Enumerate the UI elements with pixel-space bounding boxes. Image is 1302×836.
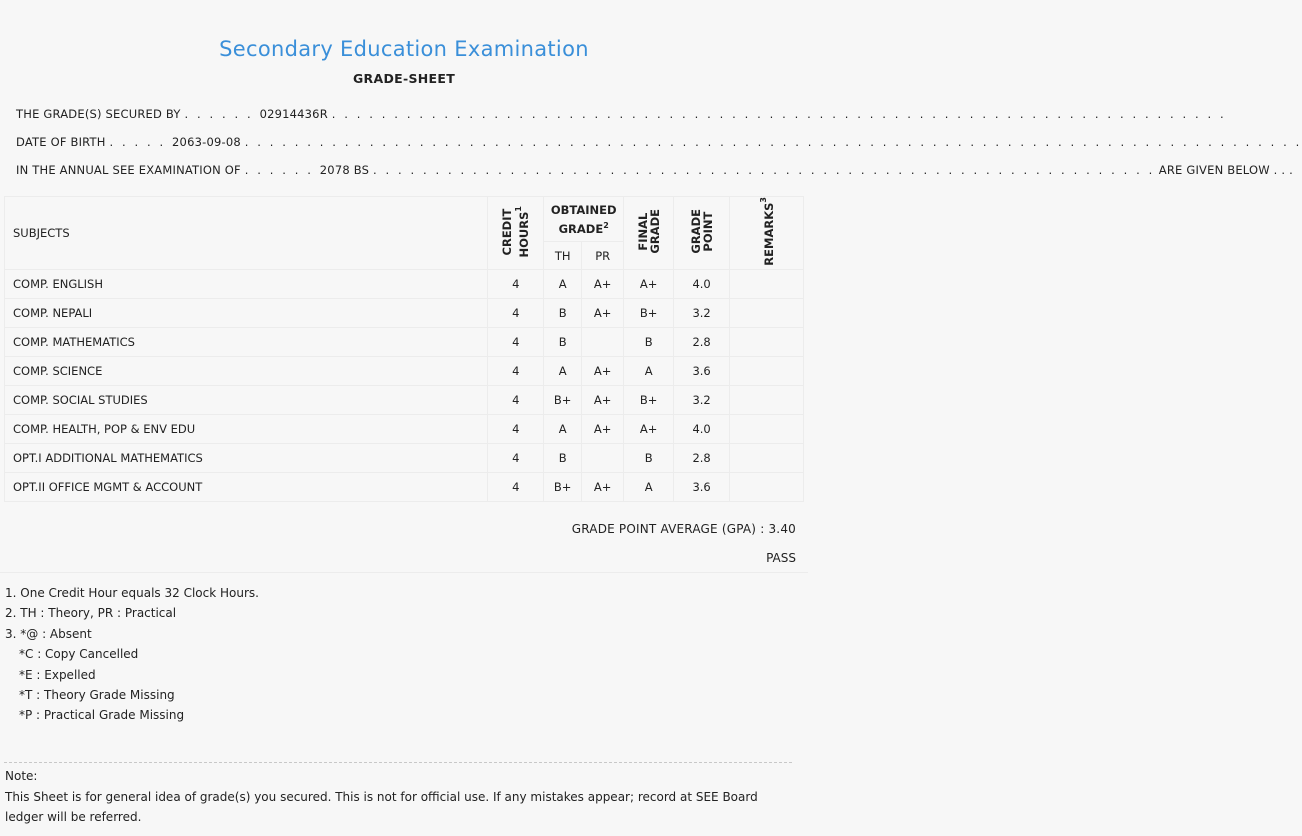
divider	[4, 762, 792, 763]
grades-table	[4, 196, 804, 502]
final-grade-cell: A	[624, 357, 674, 386]
table-row	[5, 328, 804, 357]
note-label: Note:	[5, 769, 38, 783]
subject-cell: COMP. SOCIAL STUDIES	[5, 386, 488, 415]
table-row	[5, 299, 804, 328]
header-th: TH	[544, 242, 582, 270]
header-final-grade: FINAL GRADE	[624, 197, 674, 270]
footnote: *T : Theory Grade Missing	[19, 687, 175, 702]
grade-point-cell: 3.6	[674, 473, 730, 502]
sheet-title: GRADE-SHEET	[352, 71, 456, 86]
table-row	[5, 444, 804, 473]
credit-hours-cell: 4	[488, 415, 544, 444]
practical-grade-cell	[582, 328, 624, 357]
subject-cell: COMP. SCIENCE	[5, 357, 488, 386]
practical-grade-cell	[582, 444, 624, 473]
note-text: This Sheet is for general idea of grade(s) you secured. This is not for official use. If any mistakes appear; record at SEE Board ledger will be referred.	[5, 789, 758, 824]
remarks-cell	[730, 415, 804, 444]
remarks-cell	[730, 270, 804, 299]
table-row	[5, 270, 804, 299]
table-row	[5, 415, 804, 444]
student-info	[0, 100, 1302, 184]
gpa-value: 3.40	[768, 522, 796, 536]
grade-point-cell: 4.0	[674, 415, 730, 444]
practical-grade-cell: A+	[582, 299, 624, 328]
remarks-cell	[730, 299, 804, 328]
secured-by-label: THE GRADE(S) SECURED BY	[16, 107, 181, 121]
theory-grade-cell: B+	[544, 473, 582, 502]
symbol-number: 02914436R	[259, 107, 328, 121]
footnote: 3. *@ : Absent	[5, 626, 92, 641]
grade-point-cell: 3.2	[674, 386, 730, 415]
final-grade-cell: B+	[624, 386, 674, 415]
credit-hours-cell: 4	[488, 386, 544, 415]
footnote: 1. One Credit Hour equals 32 Clock Hours.	[5, 586, 259, 600]
footnote: *E : Expelled	[19, 667, 96, 682]
grade-point-cell: 3.2	[674, 299, 730, 328]
grade-point-cell: 4.0	[674, 270, 730, 299]
theory-grade-cell: A	[544, 415, 582, 444]
exam-line: IN THE ANNUAL SEE EXAMINATION OF . . . . . . 2078 BS . . . . . . . . . . . . . . . . . . . . . . . . . . . . . . . . . . . . . . . . . . . . . . . . . . . . . . . . . . . . . . . ARE GIVEN BELOW . . .	[16, 163, 1293, 177]
practical-grade-cell: A+	[582, 386, 624, 415]
practical-grade-cell: A+	[582, 357, 624, 386]
result-status: PASS	[766, 551, 796, 565]
theory-grade-cell: B+	[544, 386, 582, 415]
final-grade-cell: A+	[624, 415, 674, 444]
table-row	[5, 357, 804, 386]
theory-grade-cell: A	[544, 357, 582, 386]
header-pr: PR	[582, 242, 624, 270]
remarks-cell	[730, 473, 804, 502]
header-obtained-grade: OBTAINED GRADE$^2$	[544, 197, 624, 242]
practical-grade-cell: A+	[582, 415, 624, 444]
exam-year: 2078 BS	[319, 163, 370, 177]
header-remarks: REMARKS$^3$	[730, 197, 804, 270]
footnotes	[0, 572, 808, 726]
practical-grade-cell: A+	[582, 270, 624, 299]
subject-cell: COMP. HEALTH, POP & ENV EDU	[5, 415, 488, 444]
final-grade-cell: A+	[624, 270, 674, 299]
grade-point-cell: 3.6	[674, 357, 730, 386]
table-row	[5, 386, 804, 415]
final-grade-cell: A	[624, 473, 674, 502]
note	[5, 766, 795, 828]
credit-hours-cell: 4	[488, 328, 544, 357]
table-row	[5, 473, 804, 502]
dob-label: DATE OF BIRTH	[16, 135, 106, 149]
theory-grade-cell: B	[544, 328, 582, 357]
final-grade-cell: B	[624, 328, 674, 357]
header-grade-point: GRADE POINT	[674, 197, 730, 270]
remarks-cell	[730, 328, 804, 357]
remarks-cell	[730, 357, 804, 386]
credit-hours-cell: 4	[488, 357, 544, 386]
theory-grade-cell: B	[544, 299, 582, 328]
final-grade-cell: B	[624, 444, 674, 473]
credit-hours-cell: 4	[488, 299, 544, 328]
credit-hours-cell: 4	[488, 473, 544, 502]
footnote: *P : Practical Grade Missing	[19, 708, 185, 723]
subject-cell: OPT.I ADDITIONAL MATHEMATICS	[5, 444, 488, 473]
dob-value: 2063-09-08	[172, 135, 241, 149]
final-grade-cell: B+	[624, 299, 674, 328]
theory-grade-cell: A	[544, 270, 582, 299]
footnote: *C : Copy Cancelled	[19, 647, 139, 662]
subject-cell: OPT.II OFFICE MGMT & ACCOUNT	[5, 473, 488, 502]
exam-label: IN THE ANNUAL SEE EXAMINATION OF	[16, 163, 241, 177]
dob-line: DATE OF BIRTH . . . . . 2063-09-08 . . . . . . . . . . . . . . . . . . . . . . . . . . . . . . . . . . . . . . . . . . . . . . . . . . . . . . . . . . . . . . . . . . . . . . . . . . . . . . . . . . . . .	[16, 135, 1302, 149]
given-below-text: ARE GIVEN BELOW . . .	[1158, 163, 1293, 177]
subject-cell: COMP. NEPALI	[5, 299, 488, 328]
subject-cell: COMP. MATHEMATICS	[5, 328, 488, 357]
subject-cell: COMP. ENGLISH	[5, 270, 488, 299]
grade-point-cell: 2.8	[674, 328, 730, 357]
practical-grade-cell: A+	[582, 473, 624, 502]
credit-hours-cell: 4	[488, 270, 544, 299]
theory-grade-cell: B	[544, 444, 582, 473]
remarks-cell	[730, 386, 804, 415]
credit-hours-cell: 4	[488, 444, 544, 473]
gpa-summary	[572, 522, 796, 536]
exam-title: Secondary Education Examination	[219, 37, 589, 61]
gpa-label: GRADE POINT AVERAGE (GPA) :	[571, 522, 765, 536]
footnote: 2. TH : Theory, PR : Practical	[5, 606, 177, 621]
header-subjects: SUBJECTS	[5, 197, 488, 270]
remarks-cell	[730, 444, 804, 473]
header-credit-hours: CREDIT HOURS$^1$	[488, 197, 544, 270]
secured-by-line: THE GRADE(S) SECURED BY . . . . . . 02914436R . . . . . . . . . . . . . . . . . . . . . . . . . . . . . . . . . . . . . . . . . . . . . . . . . . . . . . . . . . . . . . . . . . . . . . . .	[16, 107, 1227, 121]
grade-point-cell: 2.8	[674, 444, 730, 473]
